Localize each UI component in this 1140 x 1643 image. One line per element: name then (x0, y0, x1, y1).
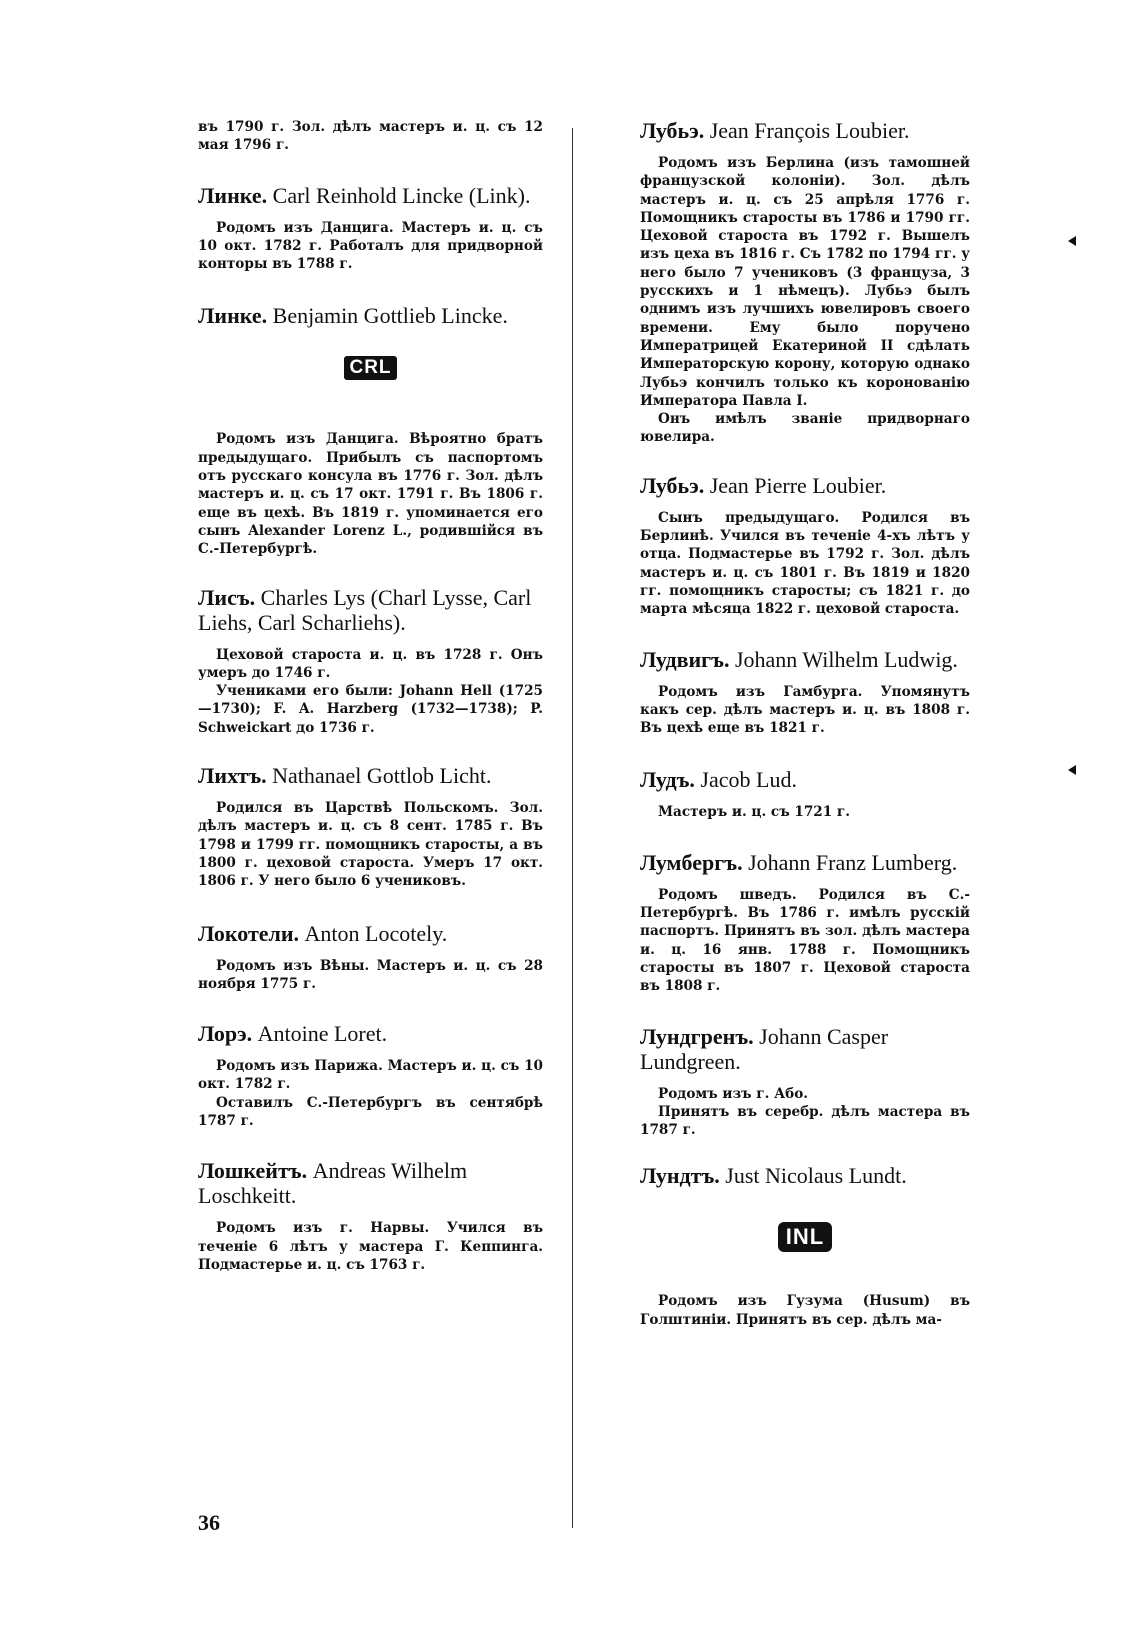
entry-body: Сынъ предыдущаго. Родился въ Берлинѣ. Учился въ теченіе 4-хъ лѣтъ у отца. Подмастерье въ 1792 г. Зол. дѣлъ мастеръ и. ц. съ 1801 г. Въ 1819 и 1820 гг. помощникъ старосты; съ 1821 г. до марта мѣсяца 1822 г. цеховой староста. (640, 509, 970, 618)
entry-name-ru: Лудъ. (640, 767, 695, 793)
entry-licht (198, 763, 543, 890)
left-column (198, 118, 543, 1274)
entry-name-ru: Лубьэ. (640, 472, 705, 498)
entry-name-latin: Just Nicolaus Lundt. (725, 1163, 907, 1189)
column-divider (572, 128, 573, 1528)
entry-loubier-jean-francois (640, 118, 970, 447)
page-number: 36 (198, 1510, 220, 1535)
entry-name-ru: Лошкейтъ. (198, 1158, 308, 1184)
entry-name-latin: Jean François Loubier. (709, 118, 910, 143)
entry-name-ru: Лорэ. (198, 1021, 253, 1047)
entry-body (640, 1085, 970, 1140)
entry-heading (640, 1024, 970, 1074)
entry-name-latin: Benjamin Gottlieb Lincke. (272, 303, 508, 329)
entry-name-ru: Локотели. (198, 920, 300, 946)
entry-name-ru: Лисъ. (198, 584, 256, 610)
entry-heading (198, 1021, 543, 1046)
entry-heading (198, 1158, 543, 1208)
entry-loubier-jean-pierre (640, 473, 970, 619)
entry-body: Родомъ изъ г. Нарвы. Учился въ теченіе 6 лѣтъ у мастера Г. Кеппинга. Подмастерье и. ц. съ 1763 г. (198, 1220, 543, 1273)
entry-name-ru: Лундгренъ. (640, 1023, 754, 1049)
entry-name-latin: Jean Pierre Loubier. (709, 472, 887, 498)
entry-loschkeitt (198, 1158, 543, 1274)
entry-heading (640, 767, 970, 792)
entry-heading (198, 921, 543, 946)
entry-loret (198, 1021, 543, 1130)
entry-body (640, 154, 970, 447)
entry-body: Родомъ изъ Данцига. Вѣроятно братъ предыдущаго. Прибылъ съ паспортомъ отъ русскаго консула въ 1776 г. Зол. дѣлъ мастеръ и. ц. съ 17 окт. 1791 г. Въ 1806 г. еще въ цехѣ. Въ 1819 г. упоминается его сынъ Alexander Lorenz L., родившійся въ С.-Петербургѣ. (198, 431, 543, 558)
maker-mark-crl: CRL (344, 356, 396, 380)
entry-body: Родомъ изъ Гамбурга. Упомянутъ какъ сер. дѣлъ мастеръ и. ц. въ 1808 г. Въ цехѣ еще въ 1821 г. (640, 683, 970, 737)
entry-body-paragraph: Родомъ изъ Берлина (изъ тамошней французской колоніи). Зол. дѣлъ мастеръ и. ц. съ 25 апрѣля 1776 г. Помощникъ старосты въ 1786 и 1790 гг. Цеховой староста въ 1792 г. Вышелъ изъ цеха въ 1816 г. Съ 1782 по 1794 гг. у него было 7 учениковъ (3 француза, 3 русскихъ и 1 нѣмецъ). Лубьэ былъ однимъ изъ лучшихъ ювелировъ своего времени. Ему было поручено Императрицей Екатериной II сдѣлать Императорскую корону, которую однако Лубьэ кончилъ только къ коронованію Императора Павла I. (640, 155, 970, 409)
entry-body (198, 646, 543, 737)
entry-heading (640, 473, 970, 498)
entry-lys (198, 585, 543, 737)
margin-mark (1068, 236, 1076, 246)
entry-body-paragraph: Онъ имѣлъ званіе придворнаго ювелира. (640, 411, 970, 446)
entry-body: Родомъ изъ Вѣны. Мастеръ и. ц. съ 28 ноября 1775 г. (198, 957, 543, 992)
entry-lundgreen (640, 1024, 970, 1140)
entry-name-ru: Лихтъ. (198, 763, 267, 789)
entry-body: Родомъ изъ Гузума (Husum) въ Голштиніи. Принятъ въ сер. дѣлъ ма- (640, 1293, 970, 1328)
entry-name-latin: Anton Locotely. (304, 920, 448, 946)
entry-heading (198, 585, 543, 635)
entry-name-latin: Nathanael Gottlob Licht. (272, 763, 492, 789)
entry-heading (640, 118, 970, 143)
entry-name-latin: Andreas Wilhelm Loschkeitt. (198, 1158, 468, 1209)
entry-body: Родомъ изъ Данцига. Мастеръ и. ц. съ 10 окт. 1782 г. Работалъ для придворной конторы въ 1788 г. (198, 219, 543, 273)
entry-body-paragraph: Цеховой староста и. ц. въ 1728 г. Онъ умеръ до 1746 г. (198, 646, 543, 681)
maker-mark-inl: INL (778, 1222, 832, 1252)
entry-heading (640, 1163, 970, 1188)
entry-locotely (198, 921, 543, 994)
entry-name-latin: Johann Franz Lumberg. (748, 849, 958, 875)
entry-body: въ 1790 г. Зол. дѣлъ мастеръ и. ц. съ 12 мая 1796 г. (198, 119, 543, 154)
entry-heading (198, 183, 543, 208)
entry-body-paragraph: Принятъ въ серебр. дѣлъ мастера въ 1787 г. (640, 1103, 970, 1139)
entry-lundt (640, 1163, 970, 1329)
entry-name-ru: Лундтъ. (640, 1163, 720, 1189)
entry-name-latin: Antoine Loret. (257, 1021, 388, 1047)
entry-body-paragraph: Родомъ изъ Парижа. Мастеръ и. ц. съ 10 окт. 1782 г. (198, 1058, 543, 1093)
margin-mark (1068, 765, 1076, 775)
entry-body: Родился въ Царствѣ Польскомъ. Зол. дѣлъ мастеръ и. ц. съ 8 сент. 1785 г. Въ 1798 и 1799 гг. помощникъ старосты, а въ 1800 г. цеховой староста. Умеръ 17 окт. 1806 г. У него было 6 учениковъ. (198, 800, 543, 890)
entry-body-paragraph: Оставилъ С.-Петербургъ въ сентябрѣ 1787 г. (198, 1094, 543, 1130)
entry-name-latin: Charles Lys (Charl Lysse, Carl Liehs, Carl Scharliehs). (198, 584, 532, 635)
entry-name-latin: Johann Wilhelm Ludwig. (734, 646, 958, 672)
entry-heading (198, 763, 543, 788)
entry-name-ru: Лубьэ. (640, 118, 705, 143)
entry-ludwig (640, 647, 970, 738)
entry-heading (198, 303, 543, 328)
entry-body-paragraph: Учениками его были: Johann Hell (1725—1730); F. A. Harzberg (1732—1738); P. Schweickart до 1736 г. (198, 683, 543, 736)
right-column (640, 118, 970, 1329)
entry-name-latin: Johann Casper Lundgreen. (640, 1023, 889, 1074)
entry-body (198, 1057, 543, 1130)
entry-heading (640, 647, 970, 672)
entry-name-ru: Лудвигъ. (640, 646, 730, 672)
entry-body: Мастеръ и. ц. съ 1721 г. (658, 804, 850, 821)
entry-name-ru: Линке. (198, 182, 268, 208)
entry-body-paragraph: Родомъ изъ г. Або. (658, 1085, 809, 1102)
entry-heading (640, 850, 970, 875)
entry-lincke-benjamin (198, 303, 543, 558)
entry-name-ru: Лумбергъ. (640, 849, 743, 875)
entry-continuation (198, 118, 543, 155)
entry-lincke-carl (198, 183, 543, 274)
entry-name-latin: Jacob Lud. (700, 767, 797, 793)
entry-lumberg (640, 850, 970, 996)
entry-body: Родомъ шведъ. Родился въ С.-Петербургѣ. Въ 1786 г. имѣлъ русскій паспортъ. Принятъ въ зол. дѣлъ мастера и. ц. 16 янв. 1788 г. Помощникъ старосты въ 1807 г. Цеховой староста въ 1808 г. (640, 886, 970, 995)
entry-name-ru: Линке. (198, 303, 268, 329)
entry-name-latin: Carl Reinhold Lincke (Link). (272, 182, 531, 208)
entry-lud (640, 767, 970, 821)
